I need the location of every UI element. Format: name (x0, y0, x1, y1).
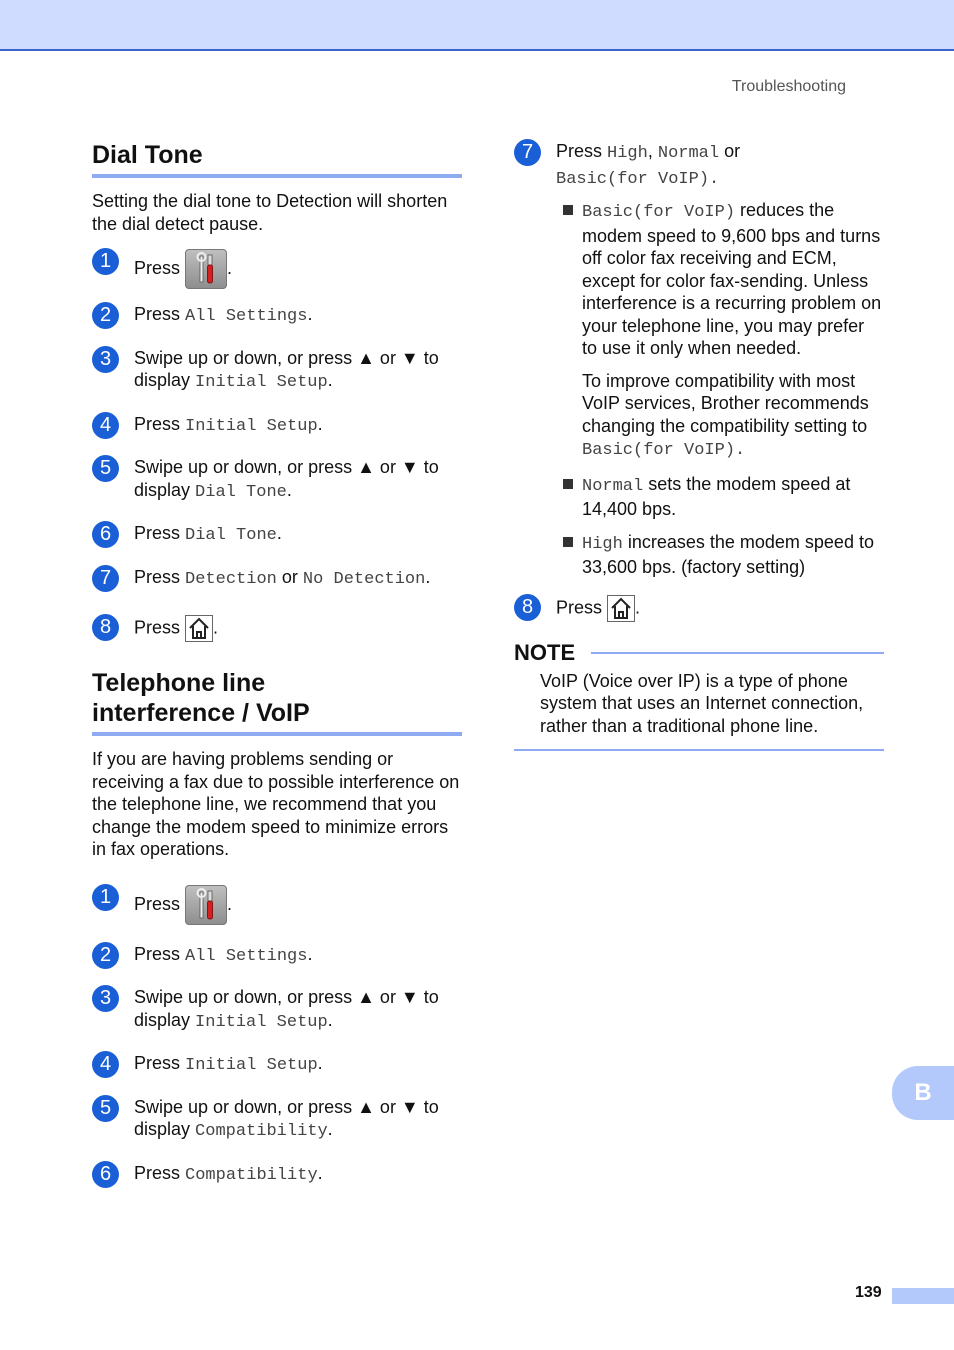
step-text: Press (134, 617, 181, 638)
step-text: Swipe up or down, or press ▲ or ▼ to display (134, 457, 439, 500)
step-8 (92, 615, 462, 642)
step-2 (92, 943, 462, 969)
menu-option: Initial Setup (185, 416, 318, 436)
step-number: 2 (92, 302, 119, 329)
period: . (317, 1162, 323, 1183)
period: . (327, 1009, 333, 1030)
menu-option: Dial Tone (185, 526, 277, 545)
step-text: Press (556, 596, 603, 617)
note-bottom-rule (514, 749, 884, 751)
step-text: Press (134, 523, 181, 543)
bullet-square-icon (563, 479, 573, 489)
step-number: 2 (92, 942, 119, 969)
step-number: 1 (92, 248, 119, 275)
step-text: Press (134, 257, 181, 278)
step-3 (92, 347, 462, 395)
step-1 (92, 885, 462, 925)
menu-option: No Detection (302, 569, 426, 589)
option-code: Basic(for VoIP) (582, 441, 736, 460)
bullet-normal (582, 473, 884, 521)
bullet-text: To improve compatibility with most VoIP services, Brother recommends changing the compatibility setting to (582, 370, 869, 436)
step-3 (92, 986, 462, 1034)
right-column (514, 140, 884, 751)
period: . (307, 943, 313, 964)
step-4 (92, 1052, 462, 1078)
voip-intro: If you are having problems sending or receiving a fax due to possible interference on the telephone line, we recommend that you change the modem speed to minimize errors in fax operations. (92, 749, 460, 859)
period: . (327, 370, 333, 390)
home-icon[interactable] (607, 595, 635, 622)
bullet-high (582, 531, 884, 579)
menu-option: Compatibility (195, 1122, 328, 1141)
step-text: Press (556, 141, 603, 161)
period: . (227, 257, 233, 278)
step-text: Swipe up or down, or press ▲ or ▼ to display (134, 1096, 439, 1139)
step-number: 5 (92, 1095, 119, 1122)
period: . (635, 596, 641, 617)
step-number: 4 (92, 412, 119, 439)
note-title: NOTE (514, 639, 576, 665)
home-icon[interactable] (185, 615, 213, 642)
step-number: 6 (92, 521, 119, 548)
period: . (307, 304, 313, 324)
step-text: or (724, 141, 741, 161)
menu-option: Initial Setup (185, 1056, 318, 1075)
dial-tone-intro: Setting the dial tone to Detection will shorten the dial detect pause. (92, 191, 448, 234)
step-4 (92, 413, 462, 439)
period: . (327, 1119, 333, 1139)
step-number: 8 (514, 594, 541, 621)
period: . (276, 523, 282, 543)
section-title-voip (92, 668, 462, 732)
modem-speed-options (514, 199, 884, 579)
step-number: 5 (92, 455, 119, 482)
bullet-basic-voip (582, 199, 884, 360)
bullet-square-icon (563, 537, 573, 547)
header-band (0, 0, 954, 51)
option-basic-voip: Basic(for VoIP) (556, 169, 710, 189)
period: . (425, 566, 431, 587)
menu-option: Compatibility (185, 1165, 318, 1185)
section-rule (92, 174, 462, 178)
step-text: Press (134, 893, 181, 914)
step-text: Press (134, 943, 181, 964)
step-number: 6 (92, 1161, 119, 1188)
step-text: Swipe up or down, or press ▲ or ▼ to display (134, 987, 439, 1030)
page-number-bar (892, 1288, 954, 1304)
voip-title-line2: interference / VoIP (92, 699, 310, 727)
step-text: or (281, 566, 298, 587)
step-5 (92, 456, 462, 504)
menu-option: Dial Tone (195, 482, 287, 502)
voip-steps (92, 885, 462, 1188)
option-normal: Normal (657, 144, 720, 163)
dial-tone-steps (92, 249, 462, 642)
option-high: High (607, 144, 648, 163)
step-text: Press (134, 1053, 181, 1073)
step-number: 1 (92, 884, 119, 911)
period: . (317, 1053, 323, 1073)
bullet-text: sets the modem speed at 14,400 bps. (582, 473, 851, 519)
note-rule (591, 652, 884, 654)
menu-option: Initial Setup (195, 373, 328, 392)
period: . (317, 413, 323, 434)
note-body: VoIP (Voice over IP) is a type of phone system that uses an Internet connection, rather than a traditional phone line. (540, 670, 864, 736)
note-header (514, 640, 884, 666)
step-text: Swipe up or down, or press ▲ or ▼ to display (134, 347, 439, 390)
step-6 (92, 1162, 462, 1188)
step-text: Press (134, 566, 181, 587)
option-code: High (582, 534, 623, 554)
period: . (709, 169, 720, 189)
separator: , (647, 141, 653, 161)
bullet-text: increases the modem speed to 33,600 bps. (factory setting) (582, 531, 874, 577)
step-7 (92, 566, 462, 592)
menu-option: All Settings (185, 946, 308, 966)
period: . (735, 441, 746, 460)
left-column (92, 140, 462, 1187)
step-number: 4 (92, 1051, 119, 1078)
step-text: Press (134, 304, 181, 324)
option-code: Normal (582, 476, 644, 496)
step-8 (514, 595, 884, 622)
settings-tools-icon[interactable] (185, 885, 227, 925)
step-number: 3 (92, 346, 119, 373)
section-title-dial-tone: Dial Tone (92, 141, 203, 169)
step-7 (514, 140, 884, 191)
section-rule (92, 732, 462, 736)
step-2 (92, 303, 462, 329)
menu-option: Initial Setup (195, 1012, 328, 1032)
step-5 (92, 1096, 462, 1144)
period: . (227, 893, 233, 914)
bullet-square-icon (563, 205, 573, 215)
period: . (213, 617, 219, 638)
step-text: Press (134, 413, 181, 434)
step-6 (92, 522, 462, 548)
menu-option: All Settings (185, 307, 308, 326)
running-header: Troubleshooting (731, 78, 846, 95)
settings-tools-icon[interactable] (185, 249, 227, 289)
step-number: 8 (92, 614, 119, 641)
step-text: Press (134, 1162, 181, 1183)
menu-option: Detection (185, 569, 277, 589)
step-number: 7 (92, 565, 119, 592)
bullet-text: reduces the modem speed to 9,600 bps and turns off color fax receiving and ECM, except for color fax-sending. Unless interference is a recurring problem on your telephone line, you may prefer to use it only when needed. (582, 200, 882, 358)
step-number: 7 (514, 139, 541, 166)
page-number: 139 (855, 1284, 882, 1301)
option-code: Basic(for VoIP) (582, 203, 736, 222)
chapter-tab: B (892, 1066, 954, 1120)
voip-title-line1: Telephone line (92, 669, 266, 697)
step-number: 3 (92, 985, 119, 1012)
bullet-extra-paragraph (582, 370, 884, 463)
period: . (286, 479, 292, 500)
step-1 (92, 249, 462, 289)
